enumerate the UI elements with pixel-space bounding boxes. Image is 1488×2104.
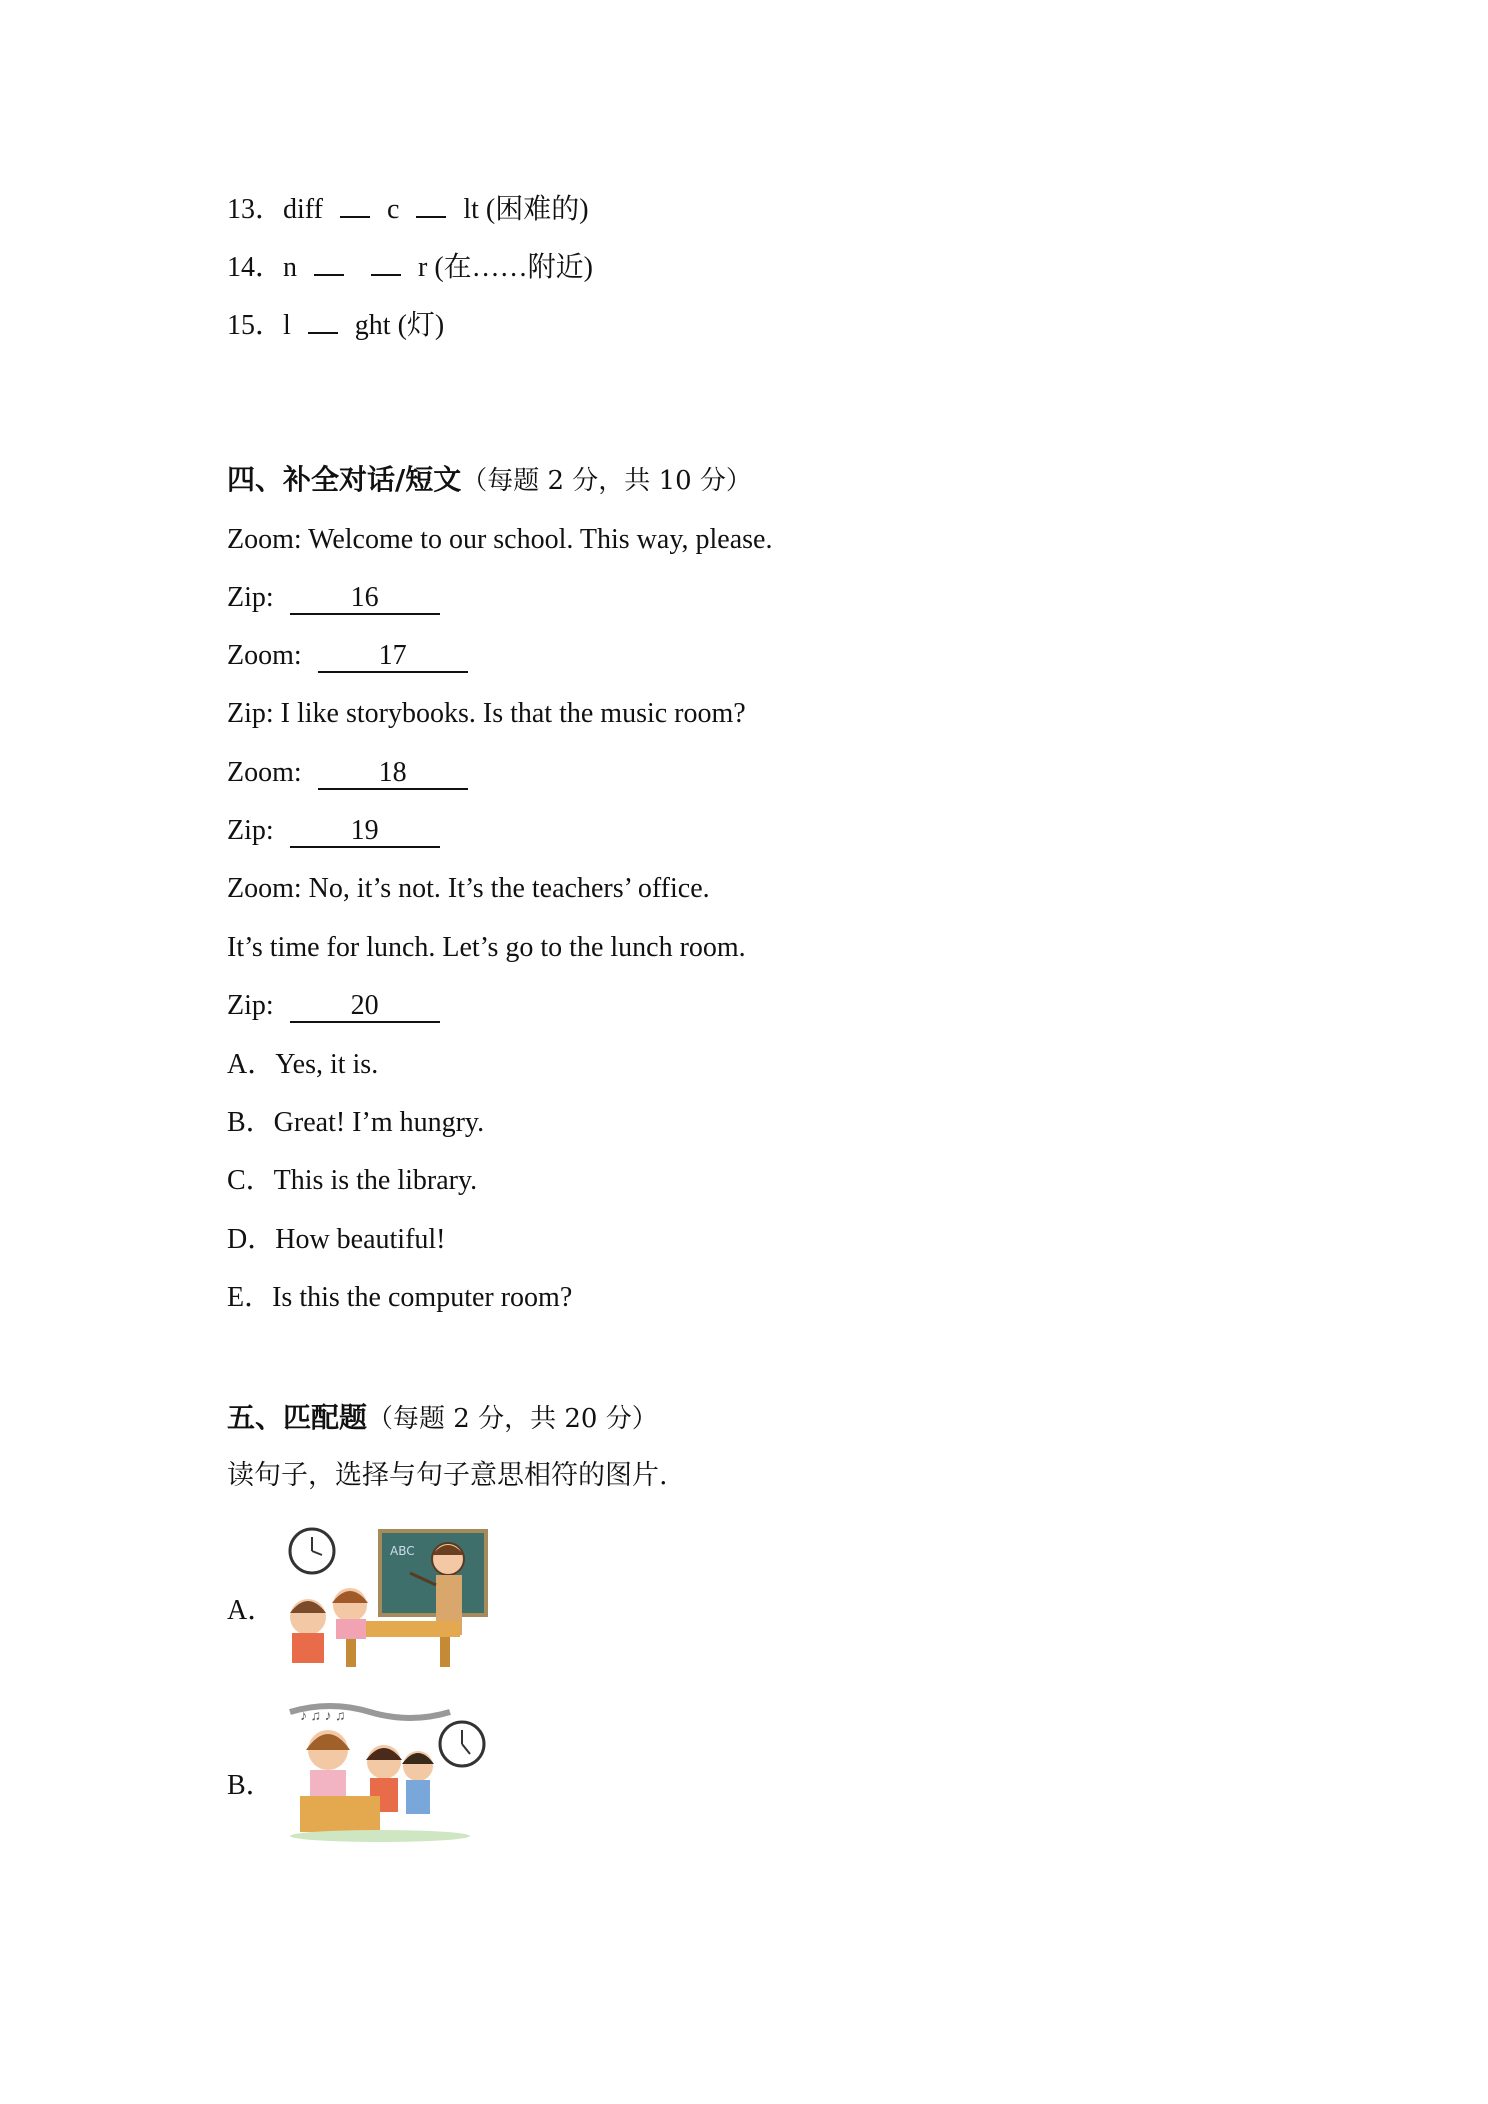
option-b: B．Great! I’m hungry. xyxy=(227,1107,485,1138)
section-5-instruction: 读句子，选择与句子意思相符的图片. xyxy=(227,1460,668,1491)
answer-blank-18[interactable]: 18 xyxy=(318,758,468,790)
classroom-clock-picture xyxy=(280,1525,490,1667)
dialogue-line: Zip: 16 xyxy=(227,580,440,616)
answer-blank-17[interactable]: 17 xyxy=(318,641,468,673)
dialogue-line: Zoom: 18 xyxy=(227,755,468,791)
music-class-picture xyxy=(280,1700,490,1842)
section-4-heading: 四、补全对话/短文（每题 2 分，共 10 分） xyxy=(227,463,752,496)
svg-text:ABC: ABC xyxy=(390,1544,415,1558)
picture-label-b: B． xyxy=(227,1770,274,1801)
answer-blank-16[interactable]: 16 xyxy=(290,583,440,615)
option-e: E．Is this the computer room? xyxy=(227,1282,573,1313)
letter-blank[interactable] xyxy=(314,274,344,276)
option-a: A．Yes, it is. xyxy=(227,1049,379,1080)
dialogue-line: It’s time for lunch. Let’s go to the lunch room. xyxy=(227,932,746,963)
section-5-heading: 五、匹配题（每题 2 分，共 20 分） xyxy=(227,1401,658,1434)
dialogue-line: Zip: 20 xyxy=(227,988,440,1024)
dialogue-line: Zoom: Welcome to our school. This way, please. xyxy=(227,524,773,555)
dialogue-line: Zip: 19 xyxy=(227,813,440,849)
dialogue-line: Zip: I like storybooks. Is that the music room? xyxy=(227,698,746,729)
spelling-item-13: 13．diff c lt (困难的) xyxy=(227,194,589,225)
letter-blank[interactable] xyxy=(340,216,370,218)
dialogue-line: Zoom: No, it’s not. It’s the teachers’ office. xyxy=(227,873,710,904)
svg-text:♪ ♫ ♪ ♫: ♪ ♫ ♪ ♫ xyxy=(300,1709,346,1724)
option-c: C．This is the library. xyxy=(227,1165,478,1196)
spelling-item-15: 15．l ght (灯) xyxy=(227,310,445,341)
spelling-item-14: 14．n r (在……附近) xyxy=(227,252,593,283)
picture-label-a: A． xyxy=(227,1595,276,1626)
letter-blank[interactable] xyxy=(308,332,338,334)
answer-blank-19[interactable]: 19 xyxy=(290,816,440,848)
option-d: D．How beautiful! xyxy=(227,1224,446,1255)
answer-blank-20[interactable]: 20 xyxy=(290,991,440,1023)
dialogue-line: Zoom: 17 xyxy=(227,638,468,674)
letter-blank[interactable] xyxy=(371,274,401,276)
letter-blank[interactable] xyxy=(416,216,446,218)
